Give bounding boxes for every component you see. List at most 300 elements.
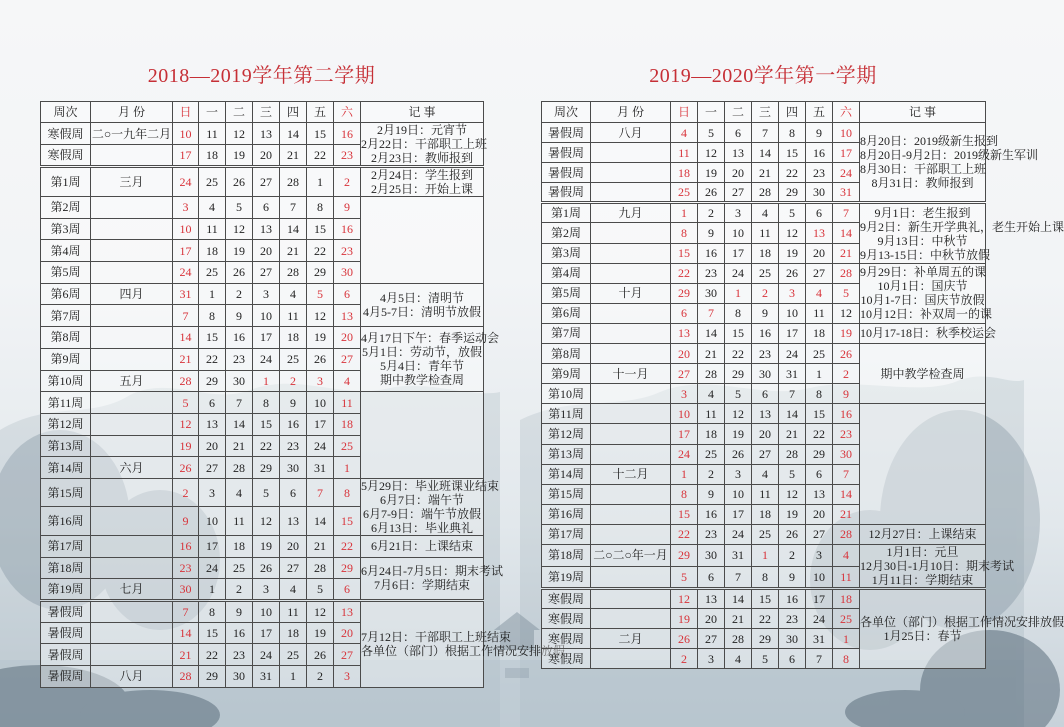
day-cell: 3: [253, 579, 280, 601]
note-line: 2月23日：教师报到: [370, 151, 473, 165]
day-cell: 1: [253, 370, 280, 392]
day-cell: 30: [806, 183, 833, 203]
week-label: 寒假周: [542, 649, 591, 669]
week-label: 第2周: [41, 197, 91, 219]
header-weekday: 六: [334, 102, 361, 123]
day-cell: 26: [671, 629, 698, 649]
day-cell: 27: [806, 524, 833, 544]
day-cell: 2: [334, 167, 361, 197]
day-cell: 20: [725, 163, 752, 183]
day-cell: 9: [752, 303, 779, 323]
day-cell: 6: [253, 197, 280, 219]
week-row: [41, 392, 484, 414]
note-cell: [361, 557, 503, 600]
day-cell: 13: [199, 413, 226, 435]
day-cell: 25: [280, 644, 307, 666]
week-row: [41, 557, 484, 579]
day-cell: 21: [833, 504, 860, 524]
day-cell: 23: [806, 163, 833, 183]
header-weekday: 日: [671, 102, 698, 123]
day-cell: 18: [752, 243, 779, 263]
week-label: 第5周: [41, 262, 91, 284]
day-cell: 11: [226, 507, 253, 536]
day-cell: 16: [698, 504, 725, 524]
day-cell: 30: [698, 283, 725, 303]
week-label: 第10周: [542, 384, 591, 404]
day-cell: 27: [199, 457, 226, 479]
day-cell: 4: [752, 464, 779, 484]
month-label: 十月: [591, 283, 671, 303]
day-cell: 16: [752, 323, 779, 343]
day-cell: 25: [806, 344, 833, 364]
day-cell: 25: [280, 348, 307, 370]
day-cell: 30: [833, 444, 860, 464]
note-cell: [361, 535, 484, 557]
day-cell: 10: [253, 305, 280, 327]
month-label: [91, 348, 173, 370]
header-notes: 记 事: [361, 102, 484, 123]
day-cell: 14: [833, 484, 860, 504]
day-cell: 16: [334, 218, 361, 240]
day-cell: 7: [779, 384, 806, 404]
right-semester-title: 2019—2020学年第一学期: [649, 65, 877, 87]
note-line: 5月29日：毕业班课业结束: [361, 478, 500, 493]
day-cell: 8: [833, 649, 860, 669]
week-label: 第15周: [41, 478, 91, 507]
header-weekday: 日: [173, 102, 199, 123]
day-cell: 8: [752, 566, 779, 588]
day-cell: 22: [752, 609, 779, 629]
month-label: [91, 557, 173, 579]
day-cell: 23: [280, 435, 307, 457]
note-cell: [361, 392, 484, 479]
day-cell: 1: [199, 579, 226, 601]
day-cell: 10: [806, 566, 833, 588]
day-cell: 4: [752, 203, 779, 223]
day-cell: 24: [173, 262, 199, 284]
day-cell: 22: [671, 263, 698, 283]
note-line: 4月5日：清明节: [379, 290, 464, 305]
day-cell: 1: [752, 544, 779, 566]
week-row: [542, 404, 986, 424]
week-label: 第9周: [41, 348, 91, 370]
note-line: 7月6日：学期结束: [373, 578, 470, 593]
right-calendar-table: [541, 101, 1064, 669]
note-cell: [361, 167, 484, 197]
note-line: 9月2日：新生开学典礼，老生开始上课: [860, 219, 1064, 234]
day-cell: 25: [833, 609, 860, 629]
month-label: [591, 484, 671, 504]
month-label: [591, 183, 671, 203]
week-row: [41, 478, 484, 507]
day-cell: 16: [779, 588, 806, 608]
day-cell: 26: [307, 644, 334, 666]
day-cell: 8: [671, 223, 698, 243]
day-cell: 7: [833, 464, 860, 484]
month-label: [91, 507, 173, 536]
day-cell: 29: [199, 666, 226, 688]
note-line: 1月1日：元旦: [886, 544, 959, 559]
week-row: [41, 123, 484, 145]
day-cell: 1: [671, 203, 698, 223]
day-cell: 18: [199, 145, 226, 167]
month-label: [591, 566, 671, 588]
week-row: [41, 167, 484, 197]
day-cell: 6: [671, 303, 698, 323]
day-cell: 29: [199, 370, 226, 392]
day-cell: 26: [253, 557, 280, 579]
day-cell: 28: [280, 262, 307, 284]
note-line: 期中教学检查周: [880, 366, 965, 381]
day-cell: 30: [226, 370, 253, 392]
day-cell: 10: [199, 507, 226, 536]
week-label: 第6周: [41, 283, 91, 305]
month-label: 九月: [591, 203, 671, 223]
day-cell: 7: [173, 601, 199, 623]
month-label: 五月: [91, 370, 173, 392]
day-cell: 5: [671, 566, 698, 588]
day-cell: 23: [752, 344, 779, 364]
day-cell: 14: [280, 123, 307, 145]
month-label: [591, 163, 671, 183]
day-cell: 28: [307, 557, 334, 579]
week-label: 第13周: [542, 444, 591, 464]
day-cell: 21: [833, 243, 860, 263]
month-label: 二○一九年二月: [91, 123, 173, 145]
week-label: 第17周: [542, 524, 591, 544]
note-line: 期中教学检查周: [379, 373, 464, 388]
day-cell: 16: [833, 404, 860, 424]
week-row: [542, 123, 986, 143]
month-label: [591, 344, 671, 364]
week-label: 寒假周: [41, 145, 91, 167]
day-cell: 29: [725, 364, 752, 384]
day-cell: 27: [806, 263, 833, 283]
note-line: 6月24日-7月5日：期末考试: [361, 564, 503, 579]
day-cell: 1: [725, 283, 752, 303]
day-cell: 11: [806, 303, 833, 323]
day-cell: 28: [173, 370, 199, 392]
day-cell: 20: [199, 435, 226, 457]
week-label: 寒假周: [41, 123, 91, 145]
day-cell: 11: [199, 218, 226, 240]
header-row: [41, 102, 484, 123]
day-cell: 26: [833, 344, 860, 364]
day-cell: 24: [253, 644, 280, 666]
day-cell: 30: [779, 629, 806, 649]
month-label: 八月: [91, 666, 173, 688]
day-cell: 14: [307, 507, 334, 536]
day-cell: 3: [173, 197, 199, 219]
week-label: 第7周: [542, 323, 591, 343]
month-label: [91, 197, 173, 219]
day-cell: 19: [253, 535, 280, 557]
day-cell: 4: [698, 384, 725, 404]
day-cell: 23: [698, 524, 725, 544]
note-cell: [361, 478, 500, 535]
day-cell: 31: [725, 544, 752, 566]
day-cell: 2: [226, 283, 253, 305]
day-cell: 30: [698, 544, 725, 566]
day-cell: 17: [779, 323, 806, 343]
day-cell: 21: [173, 644, 199, 666]
day-cell: 14: [833, 223, 860, 243]
day-cell: 18: [280, 622, 307, 644]
week-label: 第14周: [41, 457, 91, 479]
week-label: 第8周: [542, 344, 591, 364]
note-line: 8月20日-9月2日：2019级新生军训: [860, 148, 1038, 163]
header-weekday: 五: [806, 102, 833, 123]
day-cell: 25: [671, 183, 698, 203]
month-label: [91, 145, 173, 167]
note-line: 各单位（部门）根据工作情况安排放假: [860, 615, 1064, 630]
day-cell: 11: [752, 223, 779, 243]
note-line: 6月21日：上课结束: [370, 539, 473, 554]
day-cell: 27: [280, 557, 307, 579]
week-label: 第12周: [542, 424, 591, 444]
note-line: 9月1日：老生报到: [874, 205, 971, 220]
day-cell: 28: [752, 183, 779, 203]
day-cell: 21: [752, 163, 779, 183]
day-cell: 8: [199, 601, 226, 623]
day-cell: 15: [752, 588, 779, 608]
month-label: [591, 609, 671, 629]
day-cell: 26: [779, 263, 806, 283]
day-cell: 4: [280, 283, 307, 305]
day-cell: 8: [779, 123, 806, 143]
day-cell: 12: [671, 588, 698, 608]
day-cell: 27: [334, 348, 361, 370]
day-cell: 11: [280, 601, 307, 623]
day-cell: 17: [806, 588, 833, 608]
note-cell: [860, 123, 1038, 203]
day-cell: 12: [173, 413, 199, 435]
header-weekday: 一: [199, 102, 226, 123]
day-cell: 28: [173, 666, 199, 688]
day-cell: 11: [833, 566, 860, 588]
day-cell: 20: [671, 344, 698, 364]
week-row: [542, 323, 986, 343]
day-cell: 6: [779, 649, 806, 669]
day-cell: 13: [725, 143, 752, 163]
day-cell: 19: [671, 609, 698, 629]
day-cell: 8: [199, 305, 226, 327]
day-cell: 3: [779, 283, 806, 303]
day-cell: 19: [779, 243, 806, 263]
week-label: 第1周: [542, 203, 591, 223]
day-cell: 3: [671, 384, 698, 404]
day-cell: 13: [806, 223, 833, 243]
day-cell: 28: [833, 263, 860, 283]
day-cell: 14: [280, 218, 307, 240]
day-cell: 20: [334, 327, 361, 349]
day-cell: 22: [199, 644, 226, 666]
day-cell: 19: [226, 145, 253, 167]
day-cell: 31: [779, 364, 806, 384]
day-cell: 8: [253, 392, 280, 414]
day-cell: 13: [806, 484, 833, 504]
day-cell: 2: [752, 283, 779, 303]
day-cell: 9: [334, 197, 361, 219]
day-cell: 28: [833, 524, 860, 544]
day-cell: 6: [280, 478, 307, 507]
note-line: 各单位（部门）根据工作情况安排放假: [361, 644, 566, 659]
month-label: [591, 323, 671, 343]
day-cell: 18: [280, 327, 307, 349]
day-cell: 15: [253, 413, 280, 435]
day-cell: 31: [173, 283, 199, 305]
day-cell: 12: [779, 223, 806, 243]
day-cell: 24: [779, 344, 806, 364]
note-line: 2月24日：学生报到: [370, 168, 473, 182]
day-cell: 19: [725, 424, 752, 444]
day-cell: 18: [806, 323, 833, 343]
week-row: [41, 283, 484, 305]
month-label: 七月: [91, 579, 173, 601]
day-cell: 11: [199, 123, 226, 145]
day-cell: 16: [806, 143, 833, 163]
day-cell: 20: [806, 504, 833, 524]
day-cell: 26: [307, 348, 334, 370]
day-cell: 13: [334, 305, 361, 327]
day-cell: 18: [698, 424, 725, 444]
day-cell: 15: [307, 218, 334, 240]
month-label: [591, 424, 671, 444]
day-cell: 6: [752, 384, 779, 404]
day-cell: 13: [253, 123, 280, 145]
note-line: 8月31日：教师报到: [871, 176, 974, 191]
day-cell: 9: [698, 223, 725, 243]
day-cell: 22: [806, 424, 833, 444]
day-cell: 27: [334, 644, 361, 666]
day-cell: 11: [280, 305, 307, 327]
day-cell: 29: [806, 444, 833, 464]
day-cell: 25: [199, 167, 226, 197]
day-cell: 26: [725, 444, 752, 464]
week-label: 暑假周: [41, 622, 91, 644]
week-label: 第12周: [41, 413, 91, 435]
day-cell: 26: [226, 167, 253, 197]
note-cell: [860, 404, 986, 525]
header-month: 月 份: [591, 102, 671, 123]
day-cell: 9: [226, 305, 253, 327]
day-cell: 30: [280, 457, 307, 479]
day-cell: 29: [752, 629, 779, 649]
day-cell: 20: [253, 240, 280, 262]
day-cell: 16: [280, 413, 307, 435]
day-cell: 15: [199, 327, 226, 349]
week-label: 第10周: [41, 370, 91, 392]
week-label: 第16周: [542, 504, 591, 524]
day-cell: 21: [173, 348, 199, 370]
month-label: [591, 649, 671, 669]
day-cell: 11: [752, 484, 779, 504]
day-cell: 7: [833, 203, 860, 223]
note-line: 2月25日：开始上课: [370, 182, 473, 196]
header-weekday: 二: [226, 102, 253, 123]
day-cell: 14: [698, 323, 725, 343]
day-cell: 4: [334, 370, 361, 392]
week-label: 第6周: [542, 303, 591, 323]
day-cell: 1: [833, 629, 860, 649]
note-line: 9月29日：补单周五的课: [860, 265, 987, 280]
day-cell: 26: [779, 524, 806, 544]
day-cell: 21: [280, 145, 307, 167]
month-label: [591, 223, 671, 243]
day-cell: 12: [307, 601, 334, 623]
day-cell: 12: [698, 143, 725, 163]
week-row: [542, 588, 986, 608]
day-cell: 18: [671, 163, 698, 183]
day-cell: 9: [698, 484, 725, 504]
day-cell: 2: [226, 579, 253, 601]
day-cell: 17: [671, 424, 698, 444]
day-cell: 15: [725, 323, 752, 343]
month-label: [91, 413, 173, 435]
month-label: [91, 240, 173, 262]
day-cell: 7: [173, 305, 199, 327]
day-cell: 6: [199, 392, 226, 414]
month-label: 四月: [91, 283, 173, 305]
day-cell: 15: [779, 143, 806, 163]
left-semester-title: 2018—2019学年第二学期: [147, 65, 376, 87]
day-cell: 3: [725, 203, 752, 223]
note-line: 12月27日：上课结束: [868, 527, 977, 542]
day-cell: 16: [173, 535, 199, 557]
month-label: [91, 535, 173, 557]
week-label: 寒假周: [542, 629, 591, 649]
header-week: 周次: [41, 102, 91, 123]
note-line: 5月4日：青年节: [379, 359, 464, 374]
day-cell: 16: [698, 243, 725, 263]
month-label: [91, 392, 173, 414]
day-cell: 13: [698, 588, 725, 608]
day-cell: 9: [833, 384, 860, 404]
day-cell: 21: [280, 240, 307, 262]
day-cell: 4: [280, 579, 307, 601]
day-cell: 22: [725, 344, 752, 364]
note-line: 9月13-15日：中秋节放假: [860, 247, 990, 262]
day-cell: 22: [199, 348, 226, 370]
month-label: [91, 327, 173, 349]
day-cell: 19: [698, 163, 725, 183]
week-label: 寒假周: [542, 609, 591, 629]
week-row: [41, 601, 484, 623]
week-label: 第1周: [41, 167, 91, 197]
week-row: [41, 535, 484, 557]
day-cell: 5: [725, 384, 752, 404]
month-label: 十一月: [591, 364, 671, 384]
day-cell: 2: [698, 464, 725, 484]
day-cell: 13: [671, 323, 698, 343]
day-cell: 29: [671, 544, 698, 566]
week-row: [542, 524, 986, 544]
day-cell: 9: [280, 392, 307, 414]
day-cell: 7: [307, 478, 334, 507]
day-cell: 5: [779, 464, 806, 484]
month-label: [591, 263, 671, 283]
note-line: 6月7-9日：端午节放假: [363, 506, 481, 521]
day-cell: 14: [779, 404, 806, 424]
month-label: [591, 384, 671, 404]
day-cell: 29: [307, 262, 334, 284]
day-cell: 10: [725, 484, 752, 504]
day-cell: 15: [806, 404, 833, 424]
day-cell: 18: [226, 535, 253, 557]
day-cell: 23: [226, 348, 253, 370]
week-label: 寒假周: [542, 588, 591, 608]
week-label: 第2周: [542, 223, 591, 243]
